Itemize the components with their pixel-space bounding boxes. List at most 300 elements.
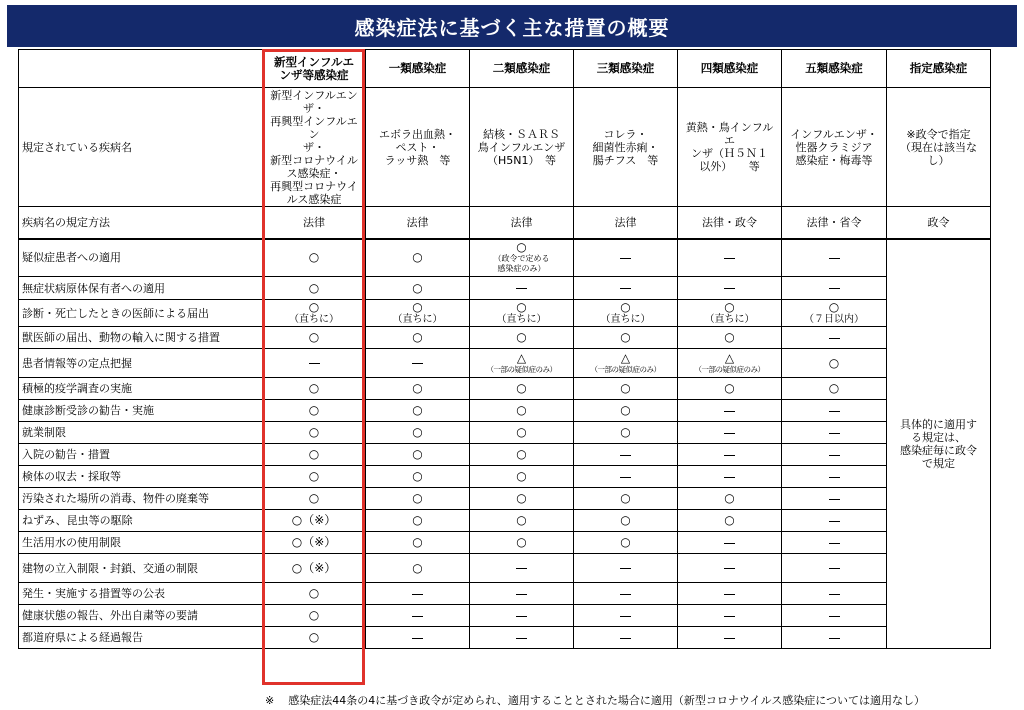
cell-new-influenza (263, 466, 366, 488)
dash-mark (620, 594, 631, 595)
dash-mark (412, 616, 423, 617)
disease-line: 腸チフス 等 (592, 153, 659, 167)
disease-line: （現在は該当な (900, 140, 977, 154)
disease-line: （H5N1） 等 (487, 153, 556, 167)
cell-note: 感染症のみ） (497, 264, 546, 274)
cell-class-1 (366, 378, 470, 400)
circle-mark: ○ (308, 447, 320, 461)
measure-label: 積極的疫学調査の実施 (19, 378, 263, 400)
disease-line: ペスト・ (395, 140, 440, 154)
circle-mark: ○ (516, 381, 527, 395)
circle-mark: ○ (412, 280, 423, 295)
circle-mark: ○ (516, 491, 527, 505)
circle-mark: ○ (620, 491, 631, 505)
method-new-influenza: 法律 (263, 207, 366, 239)
cell-new-influenza (263, 400, 366, 422)
circle-mark: ○ (308, 425, 320, 439)
cell-note: （政令で定める (493, 254, 550, 264)
cell-class-3 (574, 583, 678, 605)
cell-class-1 (366, 422, 470, 444)
measure-row (19, 532, 991, 554)
cell-note: （直ちに） (600, 313, 651, 325)
dash-mark (829, 568, 840, 569)
cell-class-4 (678, 277, 782, 300)
cell-class-2 (470, 627, 574, 649)
cell-note: （直ちに） (289, 313, 339, 325)
cell-class-5 (782, 627, 887, 649)
disease-line: ザ・ (303, 101, 325, 115)
disease-line: 細菌性赤痢・ (592, 140, 659, 154)
circle-mark: ○ (516, 299, 527, 314)
disease-line: インフルエンザ・ (790, 127, 878, 141)
disease-line: し） (927, 153, 950, 167)
header-class-3: 三類感染症 (574, 50, 678, 88)
circle-mark: ○ (412, 425, 423, 439)
dash-mark (829, 616, 840, 617)
cell-class-2 (470, 349, 574, 378)
cell-class-3 (574, 627, 678, 649)
cell-class-3 (574, 327, 678, 349)
dash-mark (829, 638, 840, 639)
shared-note-line: る規定は、 (911, 430, 966, 444)
dash-mark (620, 288, 631, 289)
measure-label: 疑似症患者への適用 (19, 239, 263, 277)
circle-mark: ○ (412, 535, 423, 549)
cell-class-3 (574, 510, 678, 532)
circle-mark: ○ (620, 535, 631, 549)
circle-mark: ○ (828, 355, 840, 370)
dash-mark (620, 258, 631, 259)
circle-mark: ○ (308, 469, 320, 483)
cell-class-1 (366, 277, 470, 300)
cell-class-4 (678, 349, 782, 378)
dash-mark (829, 433, 840, 434)
method-class-1: 法律 (366, 207, 470, 239)
cell-class-4 (678, 422, 782, 444)
cell-class-4 (678, 627, 782, 649)
cell-class-2 (470, 583, 574, 605)
cell-class-1 (366, 300, 470, 327)
cell-class-2 (470, 239, 574, 277)
measure-row (19, 554, 991, 583)
measure-label: 就業制限 (19, 422, 263, 444)
cell-new-influenza (263, 239, 366, 277)
cell-class-5 (782, 488, 887, 510)
circle-mark: ○ (724, 513, 735, 527)
shared-note-line: 具体的に適用す (900, 417, 977, 431)
dash-mark (412, 363, 423, 364)
method-designated: 政令 (887, 207, 991, 239)
cell-note: （７日以内） (804, 313, 864, 325)
cell-new-influenza (263, 627, 366, 649)
circle-mark: ○ (620, 381, 631, 395)
cell-class-1 (366, 327, 470, 349)
cell-class-4 (678, 466, 782, 488)
cell-new-influenza (263, 554, 366, 583)
circle-mark: ○ (308, 608, 320, 622)
cell-class-3 (574, 532, 678, 554)
dash-mark (620, 568, 631, 569)
circle-mark: ○ (516, 447, 527, 461)
circle-mark: ○ (308, 491, 320, 505)
dash-mark (620, 638, 631, 639)
cell-class-5 (782, 327, 887, 349)
disease-line: ンザ（Ｈ５Ｎ１ (691, 147, 768, 160)
cell-class-5 (782, 444, 887, 466)
method-row (19, 207, 991, 239)
header-new-influenza (263, 50, 366, 88)
cell-new-influenza (263, 327, 366, 349)
method-class-2: 法律 (470, 207, 574, 239)
cell-class-5 (782, 532, 887, 554)
method-class-3: 法律 (574, 207, 678, 239)
measure-row (19, 422, 991, 444)
circle-mark: ○ (724, 330, 735, 344)
dash-mark (829, 411, 840, 412)
dash-mark (516, 594, 527, 595)
footnote-mark: ※ (265, 694, 275, 707)
circle-mark: ○（※） (291, 513, 337, 527)
circle-mark: ○ (516, 425, 527, 439)
measure-row (19, 583, 991, 605)
cell-new-influenza (263, 488, 366, 510)
dash-mark (829, 455, 840, 456)
shared-note-line: 感染症毎に政令 (900, 443, 977, 457)
circle-mark: ○ (620, 403, 631, 417)
triangle-mark: △ (620, 351, 631, 365)
measure-label: 診断・死亡したときの医師による届出 (19, 300, 263, 327)
measure-row (19, 605, 991, 627)
dash-mark (724, 455, 735, 456)
disease-line: 黄熱・鳥インフルエ (685, 121, 774, 147)
cell-class-2 (470, 554, 574, 583)
disease-line: ルス感染症 (286, 192, 342, 206)
disease-line: コレラ・ (603, 127, 648, 141)
cell-class-2 (470, 300, 574, 327)
dash-mark (724, 568, 735, 569)
measure-row (19, 239, 991, 277)
measure-label: 発生・実施する措置等の公表 (19, 583, 263, 605)
diseases-class-4 (678, 88, 782, 207)
cell-class-4 (678, 605, 782, 627)
circle-mark: ○ (516, 330, 527, 344)
circle-mark: ○ (412, 330, 423, 344)
cell-note: （直ちに） (392, 313, 443, 325)
cell-class-3 (574, 554, 678, 583)
cell-class-2 (470, 327, 574, 349)
dash-mark (620, 616, 631, 617)
dash-mark (724, 411, 735, 412)
disease-line: 新型コロナウイル (270, 153, 358, 167)
measure-row (19, 444, 991, 466)
dash-mark (516, 616, 527, 617)
circle-mark: ○ (412, 469, 423, 483)
cell-class-3 (574, 400, 678, 422)
disease-line: ザ・ (303, 140, 325, 154)
cell-class-2 (470, 510, 574, 532)
cell-class-4 (678, 300, 782, 327)
header-class-5: 五類感染症 (782, 50, 887, 88)
dash-mark (516, 288, 527, 289)
designated-shared-note (887, 239, 991, 649)
circle-mark: ○ (412, 447, 423, 461)
cell-class-5 (782, 378, 887, 400)
cell-class-5 (782, 605, 887, 627)
cell-class-1 (366, 532, 470, 554)
disease-line: 鳥インフルエンザ (477, 140, 566, 154)
dash-mark (829, 258, 840, 259)
header-designated: 指定感染症 (887, 50, 991, 88)
diseases-designated (887, 88, 991, 207)
cell-class-4 (678, 444, 782, 466)
cell-new-influenza (263, 532, 366, 554)
measure-row (19, 277, 991, 300)
cell-class-1 (366, 444, 470, 466)
cell-class-4 (678, 532, 782, 554)
circle-mark: ○ (620, 330, 631, 344)
cell-class-1 (366, 488, 470, 510)
cell-class-3 (574, 378, 678, 400)
measure-row (19, 378, 991, 400)
cell-class-5 (782, 583, 887, 605)
dash-mark (724, 638, 735, 639)
cell-class-3 (574, 444, 678, 466)
circle-mark: ○ (516, 513, 527, 527)
cell-class-4 (678, 488, 782, 510)
dash-mark (620, 455, 631, 456)
cell-class-4 (678, 510, 782, 532)
dash-mark (724, 616, 735, 617)
diseases-row (19, 88, 991, 207)
cell-class-4 (678, 378, 782, 400)
measure-label: 建物の立入制限・封鎖、交通の制限 (19, 554, 263, 583)
circle-mark: ○ (620, 425, 631, 439)
measure-row (19, 466, 991, 488)
header-new-influenza-line2: ンザ等感染症 (279, 67, 349, 82)
cell-new-influenza (263, 378, 366, 400)
cell-class-4 (678, 583, 782, 605)
cell-class-1 (366, 400, 470, 422)
cell-class-4 (678, 239, 782, 277)
diseases-new-influenza (263, 88, 366, 207)
circle-mark: ○ (308, 403, 320, 417)
circle-mark: ○ (308, 630, 320, 644)
dash-mark (829, 521, 840, 522)
measure-label: 検体の収去・採取等 (19, 466, 263, 488)
measure-row (19, 627, 991, 649)
cell-class-1 (366, 239, 470, 277)
circle-mark: ○ (620, 513, 631, 527)
circle-mark: ○ (308, 250, 320, 265)
measure-label: 健康状態の報告、外出自粛等の要請 (19, 605, 263, 627)
cell-class-3 (574, 300, 678, 327)
dash-mark (309, 363, 320, 364)
circle-mark: ○ (724, 299, 735, 314)
cell-new-influenza (263, 349, 366, 378)
cell-class-3 (574, 239, 678, 277)
disease-line: ※政令で指定 (906, 127, 971, 141)
circle-mark: ○ (308, 280, 320, 295)
circle-mark: ○ (308, 299, 320, 314)
cell-new-influenza (263, 277, 366, 300)
dash-mark (724, 477, 735, 478)
circle-mark: ○ (620, 299, 631, 314)
cell-class-2 (470, 422, 574, 444)
cell-class-3 (574, 349, 678, 378)
method-class-5: 法律・省令 (782, 207, 887, 239)
circle-mark: ○ (828, 381, 840, 395)
disease-line: 結核・ＳＡＲＳ (483, 127, 560, 141)
cell-note: （直ちに） (496, 313, 547, 325)
cell-class-5 (782, 300, 887, 327)
disease-line: 再興型インフルエン (270, 114, 358, 141)
cell-class-2 (470, 532, 574, 554)
disease-line: 再興型コロナウイ (270, 179, 358, 193)
cell-class-1 (366, 349, 470, 378)
circle-mark: ○ (412, 299, 423, 314)
diseases-class-3 (574, 88, 678, 207)
circle-mark: ○ (516, 535, 527, 549)
triangle-mark: △ (724, 351, 735, 365)
circle-mark: ○ (724, 491, 735, 505)
triangle-mark: △ (516, 351, 527, 365)
measure-label: 獣医師の届出、動物の輸入に関する措置 (19, 327, 263, 349)
circle-mark: ○ (308, 330, 320, 344)
cell-class-1 (366, 605, 470, 627)
cell-class-4 (678, 554, 782, 583)
shared-note-line: で規定 (922, 456, 955, 470)
cell-class-5 (782, 349, 887, 378)
circle-mark: ○ (412, 560, 423, 575)
cell-class-5 (782, 400, 887, 422)
cell-note: （直ちに） (704, 313, 755, 325)
method-class-4: 法律・政令 (678, 207, 782, 239)
cell-class-1 (366, 510, 470, 532)
dash-mark (724, 288, 735, 289)
cell-note: （一部の疑似症のみ） (486, 365, 557, 374)
dash-mark (829, 477, 840, 478)
cell-class-1 (366, 554, 470, 583)
footnote-text: 感染症法44条の4に基づき政令が定められ、適用することとされた場合に適用（新型コロナウイルス感染症については適用なし） (288, 694, 925, 707)
cell-new-influenza (263, 300, 366, 327)
diseases-class-5 (782, 88, 887, 207)
measure-label: 都道府県による経過報告 (19, 627, 263, 649)
cell-class-4 (678, 400, 782, 422)
dash-mark (829, 594, 840, 595)
disease-line: 新型インフルエン (270, 88, 358, 102)
measure-row (19, 488, 991, 510)
cell-class-5 (782, 239, 887, 277)
disease-line: エボラ出血熱・ (379, 127, 456, 141)
dash-mark (829, 338, 840, 339)
measure-row (19, 300, 991, 327)
cell-new-influenza (263, 605, 366, 627)
cell-class-5 (782, 277, 887, 300)
disease-line: 感染症・梅毒等 (795, 153, 873, 167)
dash-mark (724, 594, 735, 595)
measure-row (19, 400, 991, 422)
title-banner (7, 5, 1017, 47)
cell-class-2 (470, 605, 574, 627)
cell-class-3 (574, 488, 678, 510)
cell-new-influenza (263, 444, 366, 466)
circle-mark: ○ (308, 381, 320, 395)
measure-row (19, 349, 991, 378)
cell-class-4 (678, 327, 782, 349)
dash-mark (829, 288, 840, 289)
dash-mark (829, 499, 840, 500)
diseases-class-1 (366, 88, 470, 207)
cell-class-5 (782, 422, 887, 444)
diseases-row-label: 規定されている疾病名 (19, 88, 263, 207)
measure-label: 健康診断受診の勧告・実施 (19, 400, 263, 422)
header-row (19, 50, 991, 88)
circle-mark: ○ (308, 586, 320, 600)
page-title: 感染症法に基づく主な措置の概要 (354, 15, 670, 40)
footnote (265, 692, 925, 708)
method-row-label: 疾病名の規定方法 (19, 207, 263, 239)
disease-line: 以外） 等 (699, 160, 760, 173)
cell-class-3 (574, 277, 678, 300)
dash-mark (516, 638, 527, 639)
dash-mark (829, 543, 840, 544)
circle-mark: ○ (516, 403, 527, 417)
measure-row (19, 327, 991, 349)
header-class-1: 一類感染症 (366, 50, 470, 88)
dash-mark (516, 568, 527, 569)
header-new-influenza-line1: 新型インフルエ (273, 54, 355, 69)
cell-new-influenza (263, 583, 366, 605)
cell-class-1 (366, 627, 470, 649)
cell-class-5 (782, 554, 887, 583)
header-class-2: 二類感染症 (470, 50, 574, 88)
circle-mark: ○ (828, 299, 840, 314)
cell-note: （一部の疑似症のみ） (590, 365, 661, 374)
dash-mark (412, 638, 423, 639)
dash-mark (724, 543, 735, 544)
cell-class-3 (574, 605, 678, 627)
diseases-class-2 (470, 88, 574, 207)
measure-label: 無症状病原体保有者への適用 (19, 277, 263, 300)
measures-table (18, 49, 991, 649)
circle-mark: ○ (412, 513, 423, 527)
cell-class-5 (782, 510, 887, 532)
measure-label: 入院の勧告・措置 (19, 444, 263, 466)
dash-mark (620, 477, 631, 478)
disease-line: 性器クラミジア (795, 140, 873, 154)
header-corner (19, 50, 263, 88)
cell-class-2 (470, 400, 574, 422)
cell-class-3 (574, 466, 678, 488)
cell-class-5 (782, 466, 887, 488)
cell-new-influenza (263, 510, 366, 532)
cell-class-2 (470, 277, 574, 300)
measure-label: ねずみ、昆虫等の駆除 (19, 510, 263, 532)
cell-class-1 (366, 466, 470, 488)
measure-label: 患者情報等の定点把握 (19, 349, 263, 378)
circle-mark: ○ (412, 250, 423, 265)
circle-mark: ○ (412, 403, 423, 417)
cell-new-influenza (263, 422, 366, 444)
cell-class-2 (470, 378, 574, 400)
circle-mark: ○ (516, 469, 527, 483)
disease-line: ス感染症・ (286, 166, 342, 180)
circle-mark: ○ (412, 381, 423, 395)
dash-mark (412, 594, 423, 595)
cell-note: （一部の疑似症のみ） (694, 365, 765, 374)
circle-mark: ○ (412, 491, 423, 505)
circle-mark: ○ (516, 240, 527, 255)
